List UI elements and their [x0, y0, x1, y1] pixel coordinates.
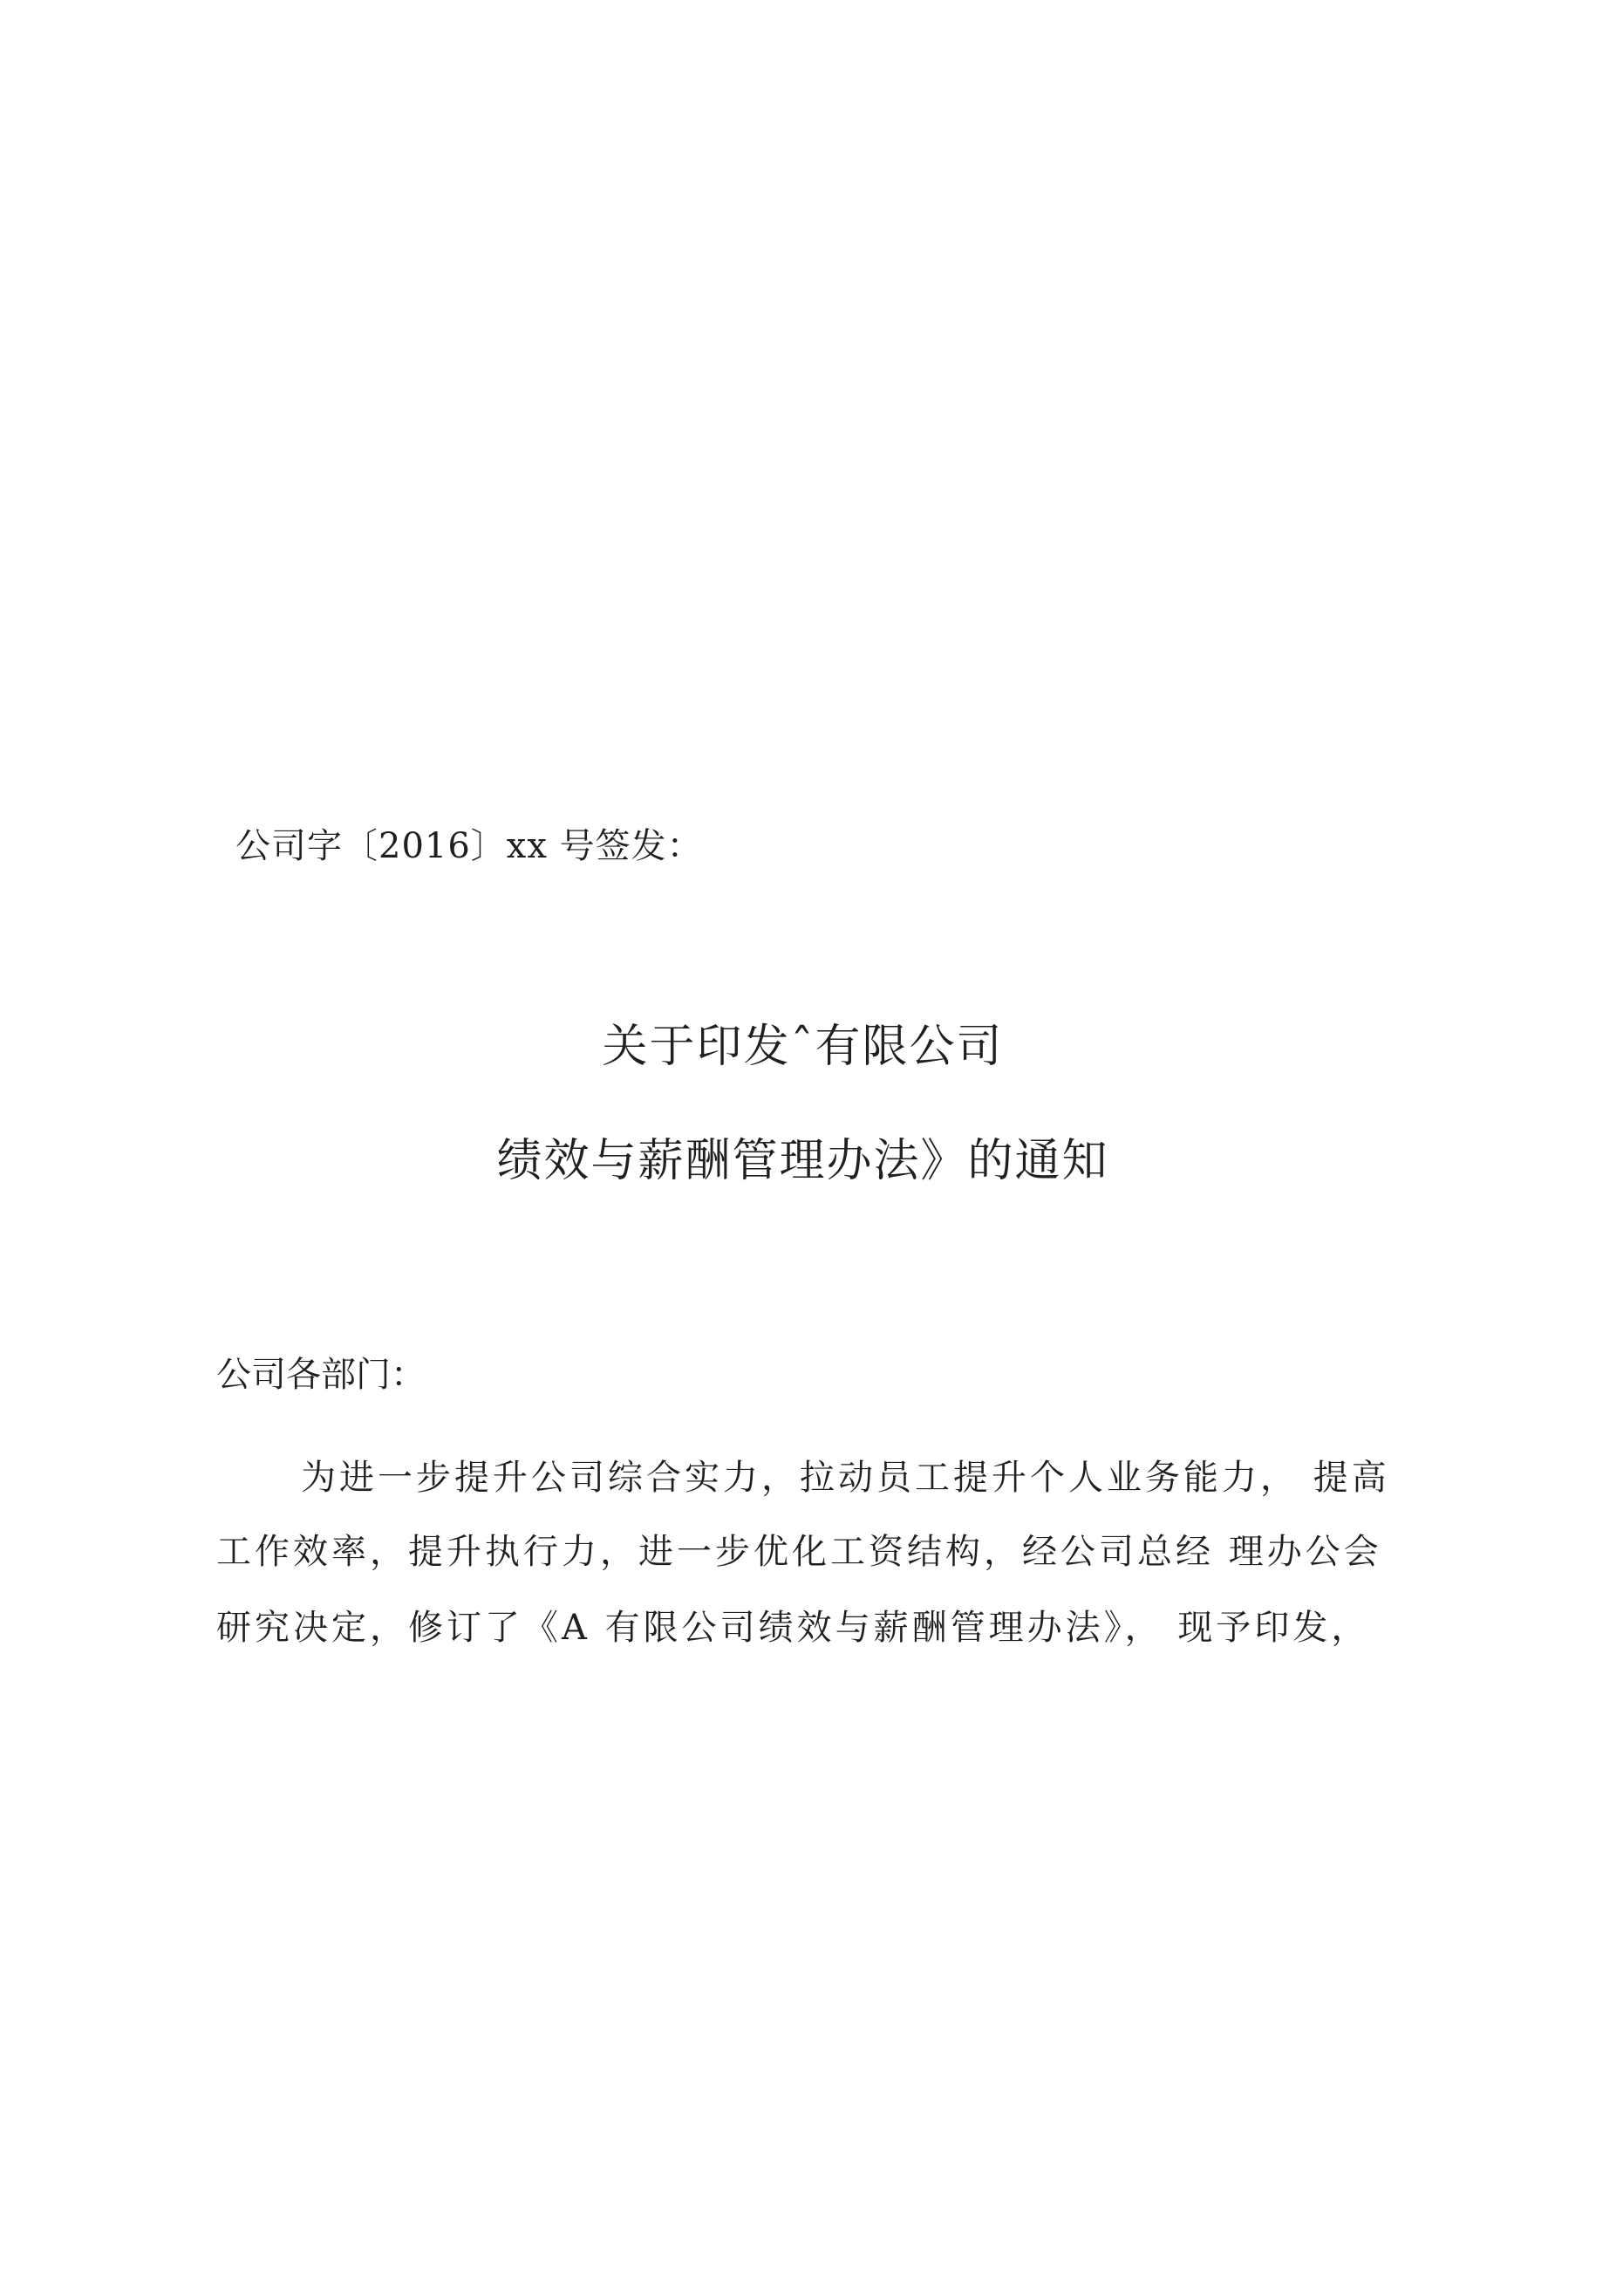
salutation: 公司各部门： — [216, 1355, 426, 1395]
document-title-line-2: 绩效与薪酬管理办法》的通知 — [496, 1135, 1109, 1187]
document-title-line-1: 关于印发ˆ有限公司 — [602, 1021, 1004, 1073]
document-number: 公司字〔2016〕xx 号签发： — [235, 826, 703, 866]
body-text-line: 为进一步提升公司综合实力，拉动员工提升个人业务能力， 提高 — [301, 1458, 1390, 1498]
body-text-line: 工作效率，提升执行力，进一步优化工资结构，经公司总经 理办公会 — [216, 1532, 1382, 1572]
body-text-line: 研究决定，修订了《A 有限公司绩效与薪酬管理办法》， 现予印发， — [216, 1608, 1370, 1648]
